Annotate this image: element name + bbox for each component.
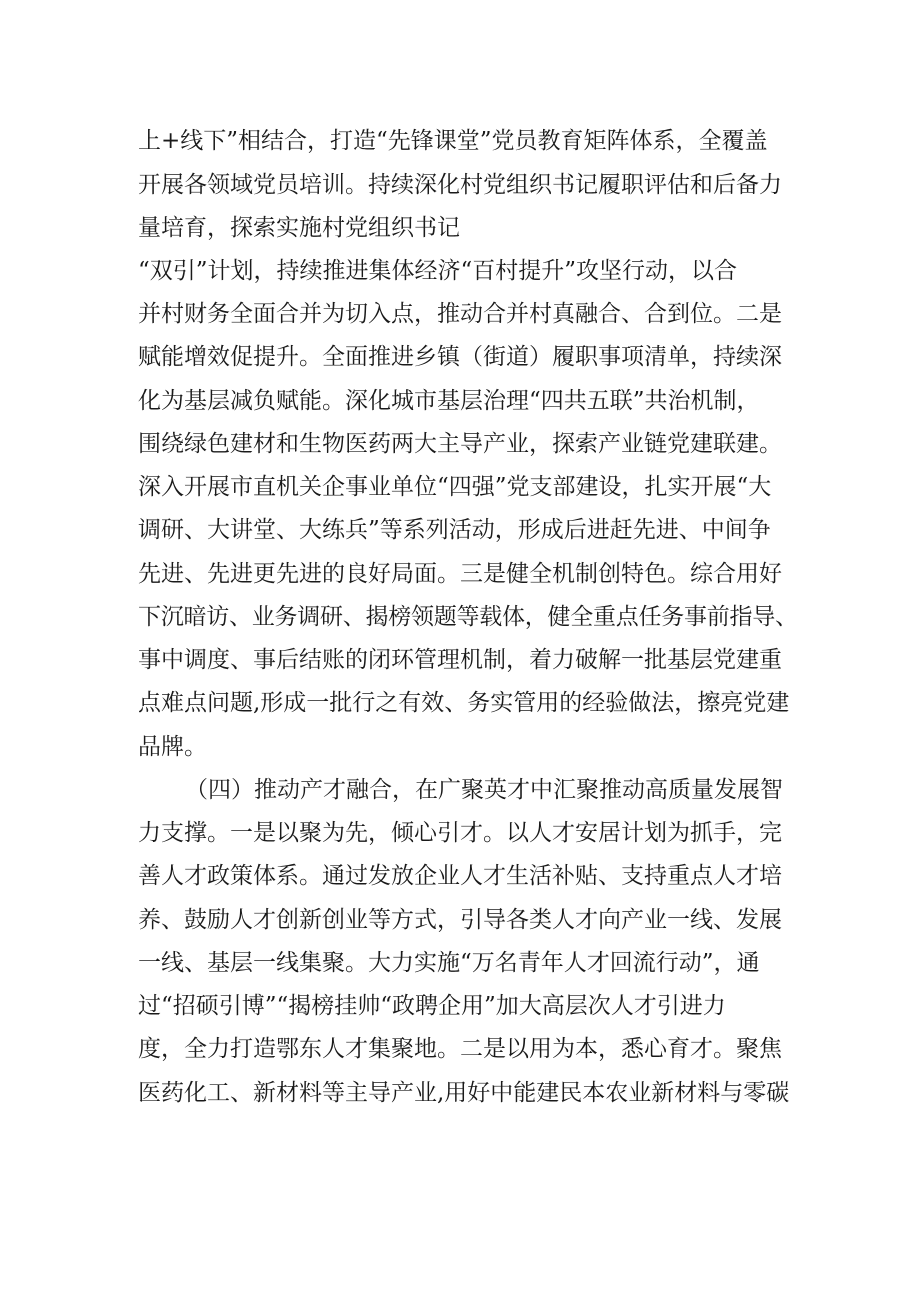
text-line: 深入开展市直机关企事业单位“四强”党支部建设，扎实开展“大: [138, 474, 772, 500]
text-line: 过“招硕引博”“揭榜挂帅“政聘企用”加大高层次人才引进力: [138, 993, 726, 1019]
text-line: 上+线下”相结合，打造“先锋课堂”党员教育矩阵体系，全覆盖: [138, 128, 768, 154]
text-line: 度，全力打造鄂东人才集聚地。二是以用为本，悉心育才。聚焦: [138, 1036, 782, 1062]
text-line: 先进、先进更先进的良好局面。三是健全机制创特色。综合用好: [138, 561, 782, 587]
text-line: 围绕绿色建材和生物医药两大主导产业，探索产业链党建联建。: [138, 431, 782, 457]
text-line: 事中调度、事后结账的闭环管理机制，着力破解一批基层党建重: [138, 647, 782, 673]
text-line: 并村财务全面合并为切入点，推动合并村真融合、合到位。二是: [138, 301, 782, 327]
text-line: 调研、大讲堂、大练兵”等系列活动，形成后进赶先进、中间争: [138, 517, 771, 543]
text-line: 开展各领域党员培训。持续深化村党组织书记履职评估和后备力: [138, 172, 782, 198]
text-line: 点难点问题,形成一批行之有效、务实管用的经验做法，擦亮党建: [138, 690, 790, 716]
text-line: 化为基层减负赋能。深化城市基层治理“四共五联”共治机制，: [138, 388, 760, 414]
text-line: 下沉暗访、业务调研、揭榜领题等载体，健全重点任务事前指导、: [138, 604, 798, 630]
text-line: 赋能增效促提升。全面推进乡镇（街道）履职事项清单，持续深: [138, 344, 782, 370]
text-line: 力支撑。一是以聚为先，倾心引才。以人才安居计划为抓手，完: [138, 820, 782, 846]
text-line: 一线、基层一线集聚。大力实施“万名青年人才回流行动”，通: [138, 950, 760, 976]
section-heading-line: （四）推动产才融合，在广聚英才中汇聚推动高质量发展智: [185, 777, 783, 803]
text-line: 养、鼓励人才创新创业等方式，引导各类人才向产业一线、发展: [138, 907, 782, 933]
text-line: 善人才政策体系。通过发放企业人才生活补贴、支持重点人才培: [138, 863, 782, 889]
text-line: 医药化工、新材料等主导产业,用好中能建民本农业新材料与零碳: [138, 1080, 790, 1106]
text-line: 品牌。: [138, 734, 207, 760]
text-line: 量培育，探索实施村党组织书记: [138, 215, 460, 241]
text-line: “双引”计划，持续推进集体经济“百村提升”攻坚行动，以合: [138, 258, 738, 284]
